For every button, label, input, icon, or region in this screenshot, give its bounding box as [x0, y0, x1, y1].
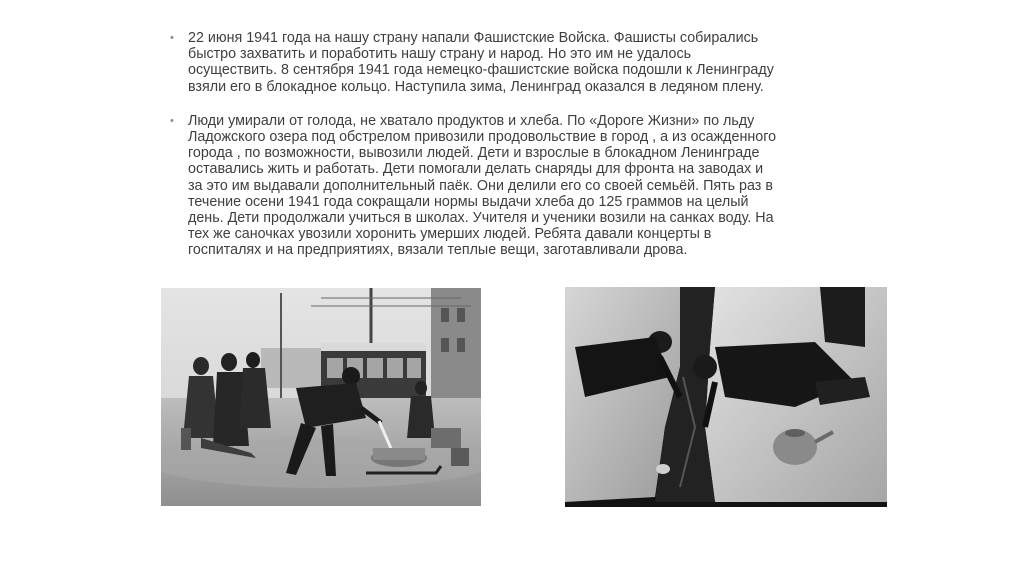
- paragraph-1-line: взяли его в блокадное кольцо. Наступила зима, Ленинград оказался в ледяном плену.: [188, 78, 764, 95]
- text-block: [170, 30, 860, 259]
- paragraph-2-line: Ладожского озера под обстрелом привозили продовольствие в город , а из осажденного: [188, 129, 777, 146]
- bullet-dot: •: [170, 32, 174, 44]
- paragraph-1-line: 22 июня 1941 года на нашу страну напали Фашистские Войска. Фашисты собирались: [188, 30, 759, 46]
- bullet-dot: •: [170, 114, 174, 127]
- photo-water-street: [161, 288, 481, 506]
- paragraph-1-line: осуществить. 8 сентября 1941 года немецко-фашистские войска подошли к Ленинграду: [188, 62, 774, 79]
- paragraph-1-line: быстро захватить и поработить нашу страну и народ. Но это им не удалось: [188, 46, 692, 63]
- paragraph-2-line: день. Дети продолжали учиться в школах. Учителя и ученики возили на санках воду. На: [188, 210, 774, 227]
- bullet-paragraph-1: [170, 30, 860, 95]
- paragraph-2-line: за это им выдавали дополнительный паёк. Они делили его со своей семьёй. Пять раз в: [188, 177, 773, 194]
- photo-ice-channel: [565, 287, 887, 507]
- bullet-paragraph-2: [170, 113, 860, 259]
- paragraph-2-line: тех же саночках увозили хоронить умерших людей. Ребята давали концерты в: [188, 226, 712, 243]
- paragraph-2-line: города , по возможности, вывозили людей. Дети и взрослые в блокадном Ленинграде: [188, 145, 760, 162]
- paragraph-2-line: течение осени 1941 года сокращали нормы выдачи хлеба до 125 граммов на целый: [188, 193, 749, 210]
- paragraph-2-line: оставались жить и работать. Дети помогали делать снаряды для фронта на заводах и: [188, 161, 764, 178]
- paragraph-2-line: госпиталях и на предприятиях, вязали теплые вещи, заготавливали дрова.: [188, 242, 688, 259]
- paragraph-2-line: Люди умирали от голода, не хватало продуктов и хлеба. По «Дороге Жизни» по льду: [188, 112, 755, 129]
